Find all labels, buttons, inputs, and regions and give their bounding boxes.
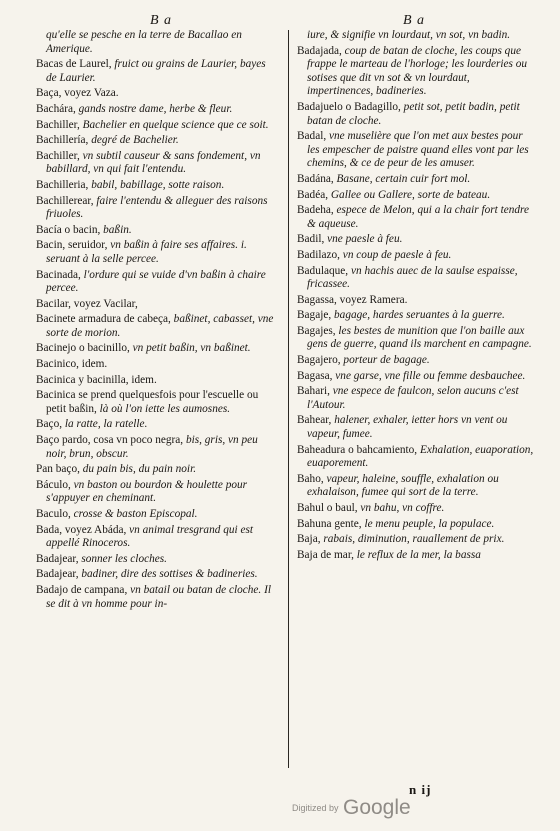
entry-headword: Bacin, seruidor,: [36, 239, 108, 252]
entry-definition: vne espece de faulcon, selon aucuns c'est l'Autour.: [307, 385, 519, 411]
entry-definition: vne paesle à feu.: [324, 233, 403, 246]
entry-headword: Bachilleria,: [36, 178, 89, 191]
entry-headword: Bacinete armadura de cabeça,: [36, 313, 171, 326]
dictionary-entry: [297, 354, 537, 368]
entry-headword: Badal,: [297, 130, 327, 143]
dictionary-entry: [36, 479, 276, 506]
running-header-left: B a: [150, 13, 173, 28]
left-column: [36, 29, 276, 613]
entry-headword: Badéa,: [297, 188, 329, 201]
entry-definition: Basane, certain cuir fort mol.: [333, 172, 471, 185]
entry-headword: Badajear,: [36, 552, 79, 565]
entry-headword: Bagajero,: [297, 354, 341, 367]
entry-definition: gands nostre dame, herbe & fleur.: [75, 102, 233, 115]
entry-definition: vn subtil causeur & sans fondement, vn babillard, vn qui fait l'entendu.: [46, 149, 261, 176]
dictionary-entry: [297, 29, 537, 43]
dictionary-entry: [36, 342, 276, 356]
entry-definition: babil, babillage, sotte raison.: [88, 178, 225, 191]
entry-definition: porteur de bagage.: [340, 354, 430, 367]
dictionary-entry: [297, 249, 537, 263]
entry-headword: Badána,: [297, 172, 334, 185]
entry-headword: Bacinica y bacinilla, idem.: [36, 373, 157, 386]
entry-definition: halener, exhaler, ietter hors vn vent ou vapeur, fumee.: [307, 414, 508, 441]
entry-definition: espece de Melon, qui a la chair fort tendre & aqueuse.: [307, 204, 530, 230]
dictionary-entry: [36, 29, 276, 56]
dictionary-entry: [297, 549, 537, 563]
entry-headword: Baja de mar,: [297, 548, 354, 561]
dictionary-entry: [297, 502, 537, 516]
entry-definition: du pain bis, du pain noir.: [79, 463, 197, 476]
entry-headword: Baja,: [297, 533, 321, 546]
entry-definition: iure, & signifie vn lourdaut, vn sot, vn badin.: [307, 29, 511, 41]
entry-headword: Baheadura o bahcamiento,: [297, 443, 418, 456]
entry-definition: rabais, diminution, rauallement de prix.: [320, 533, 505, 546]
entry-headword: Badil,: [297, 233, 325, 246]
entry-definition: le reflux de la mer, la bassa: [353, 548, 481, 561]
entry-definition: faire l'entendu & alleguer des raisons friuoles.: [46, 194, 268, 221]
dictionary-entry: [36, 389, 276, 416]
entry-definition: coup de batan de cloche, les coups que frappe le marteau de l'horloge; les lourderies ou sotises que dit vn sot & vn lourdaut, impertinences, badineries.: [307, 44, 528, 98]
dictionary-entry: [36, 179, 276, 193]
entry-definition: Exhalation, euaporation, euaporement.: [307, 443, 534, 470]
running-header-right: B a: [403, 13, 426, 28]
entry-definition: vne muselière que l'on met aux bestes pour les empescher de paistre quand elles vont par les chemins, & ce de peur de les amuser.: [307, 130, 529, 170]
dictionary-entry: [36, 269, 276, 296]
entry-headword: Badilazo,: [297, 248, 340, 261]
entry-headword: Bacinico, idem.: [36, 358, 108, 371]
entry-definition: vne garse, vne fille ou femme desbauchee.: [332, 369, 526, 382]
entry-headword: Bachára,: [36, 102, 76, 115]
entry-definition: le menu peuple, la populace.: [361, 517, 495, 530]
dictionary-entry: [36, 358, 276, 372]
dictionary-entry: [36, 553, 276, 567]
entry-headword: Badajada,: [297, 44, 342, 57]
entry-definition: vn baston ou bourdon & houlette pour s'appuyer en cheminant.: [46, 478, 248, 505]
entry-headword: Bagaje,: [297, 309, 332, 322]
dictionary-entry: [36, 239, 276, 266]
entry-headword: Baço pardo, cosa vn poco negra,: [36, 434, 184, 447]
dictionary-entry: [297, 45, 537, 99]
dictionary-entry: [297, 204, 537, 231]
entry-definition: vn bahu, vn coffre.: [357, 502, 445, 514]
entry-headword: Bacinica se prend quelquesfois pour l'escuelle ou petit baßin,: [36, 389, 259, 415]
dictionary-entry: [297, 518, 537, 532]
entry-headword: Bacas de Laurel,: [36, 58, 112, 71]
entry-headword: Badulaque,: [297, 264, 349, 277]
dictionary-entry: [36, 195, 276, 222]
dictionary-entry: [297, 189, 537, 203]
dictionary-entry: [297, 370, 537, 384]
entry-headword: Bachillería,: [36, 134, 89, 147]
entry-headword: Bacía o bacin,: [36, 223, 101, 236]
entry-definition: qu'elle se pesche en la terre de Bacallao en Amerique.: [46, 29, 242, 55]
entry-definition: là où l'on iette les aumosnes.: [96, 402, 231, 415]
watermark-brand: Google: [342, 796, 411, 819]
dictionary-entry: [36, 298, 276, 312]
dictionary-entry: [297, 533, 537, 547]
dictionary-entry: [36, 584, 276, 611]
dictionary-entry: [297, 325, 537, 352]
entry-definition: degré de Bachelier.: [88, 134, 179, 147]
entry-definition: vn coup de paesle à feu.: [339, 248, 452, 261]
entry-headword: Bada, voyez Abáda,: [36, 523, 127, 536]
dictionary-entry: [297, 385, 537, 412]
dictionary-entry: [297, 294, 537, 308]
digitized-watermark: [292, 796, 411, 820]
dictionary-entry: [297, 130, 537, 171]
entry-headword: Baculo,: [36, 508, 71, 520]
entry-headword: Bacinada,: [36, 268, 81, 281]
dictionary-entry: [297, 173, 537, 187]
dictionary-entry: [36, 119, 276, 133]
entry-definition: crosse & baston Episcopal.: [70, 508, 198, 520]
dictionary-entry: [297, 444, 537, 471]
entry-headword: Bahari,: [297, 385, 330, 398]
dictionary-entry: [36, 418, 276, 432]
entry-definition: baßin.: [100, 223, 132, 236]
dictionary-entry: [297, 233, 537, 247]
dictionary-entry: [36, 224, 276, 238]
entry-headword: Bahuna gente,: [297, 517, 362, 530]
entry-headword: Badajuelo o Badagillo,: [297, 100, 401, 113]
entry-definition: vn batail ou batan de cloche. Il se dit à vn homme pour in-: [46, 583, 271, 610]
dictionary-entry: [297, 414, 537, 441]
entry-definition: Gallee ou Gallere, sorte de bateau.: [328, 188, 491, 201]
entry-headword: Bagajes,: [297, 324, 336, 337]
right-column: [297, 29, 537, 564]
entry-headword: Baho,: [297, 472, 324, 485]
entry-definition: petit sot, petit badin, petit batan de cloche.: [307, 100, 520, 127]
entry-headword: Bacilar, voyez Vacilar,: [36, 297, 138, 310]
entry-headword: Bachillerear,: [36, 194, 94, 207]
entry-headword: Baça, voyez Vaza.: [36, 87, 119, 100]
entry-definition: la ratte, la ratelle.: [62, 418, 148, 431]
entry-definition: baßinet, cabasset, vne sorte de morion.: [46, 313, 274, 339]
entry-definition: Bachelier en quelque science que ce soit.: [79, 118, 269, 131]
entry-definition: l'ordure qui se vuide d'vn baßin à chaire percee.: [46, 268, 266, 295]
entry-definition: vn hachis auec de la saulse espaisse, fricassee.: [307, 264, 518, 291]
dictionary-entry: [36, 463, 276, 477]
column-divider: [288, 30, 289, 768]
entry-headword: Bahul o baul,: [297, 502, 358, 514]
entry-headword: Bagassa, voyez Ramera.: [297, 293, 408, 306]
entry-headword: Bacinejo o bacinillo,: [36, 342, 130, 355]
entry-definition: badiner, dire des sottises & badineries.: [78, 568, 258, 581]
dictionary-entry: [36, 434, 276, 461]
entry-definition: bagage, hardes seruantes à la guerre.: [331, 309, 505, 322]
dictionary-entry: [36, 150, 276, 177]
dictionary-entry: [297, 473, 537, 500]
dictionary-entry: [36, 313, 276, 340]
entry-definition: les bestes de munition que l'on baille aux gens de guerre, quand ils marchent en campagne.: [307, 324, 532, 351]
dictionary-entry: [36, 87, 276, 101]
dictionary-entry: [36, 524, 276, 551]
entry-headword: Báculo,: [36, 478, 71, 491]
dictionary-entry: [36, 58, 276, 85]
dictionary-entry: [36, 568, 276, 582]
entry-headword: Bachiller,: [36, 118, 80, 131]
entry-definition: vn animal tresgrand qui est appellé Rinoceros.: [46, 523, 254, 550]
dictionary-entry: [297, 101, 537, 128]
entry-definition: bis, gris, vn peu noir, brun, obscur.: [46, 434, 258, 460]
entry-definition: sonner les cloches.: [78, 552, 167, 565]
dictionary-entry: [297, 309, 537, 323]
entry-headword: Badeha,: [297, 204, 334, 217]
entry-headword: Bachiller,: [36, 149, 80, 162]
entry-definition: vapeur, haleine, souffle, exhalation ou exhalaison, fumee qui sort de la terre.: [307, 472, 499, 499]
entry-definition: vn petit baßin, vn baßinet.: [129, 342, 251, 355]
entry-definition: fruict ou grains de Laurier, bayes de Laurier.: [46, 58, 266, 84]
entry-headword: Bahear,: [297, 414, 332, 427]
entry-headword: Pan baço,: [36, 463, 80, 476]
entry-headword: Baço,: [36, 418, 63, 431]
entry-headword: Badajo de campana,: [36, 583, 128, 596]
entry-definition: vn baßin à faire ses affaires. i. seruant à la selle percee.: [46, 239, 247, 265]
watermark-prefix: Digitized by: [292, 803, 339, 813]
dictionary-entry: [36, 508, 276, 522]
dictionary-entry: [297, 265, 537, 292]
dictionary-entry: [36, 134, 276, 148]
entry-headword: Badajear,: [36, 568, 79, 581]
signature-mark: n ij: [409, 782, 432, 797]
entry-headword: Bagasa,: [297, 369, 333, 382]
dictionary-entry: [36, 103, 276, 117]
dictionary-entry: [36, 374, 276, 388]
